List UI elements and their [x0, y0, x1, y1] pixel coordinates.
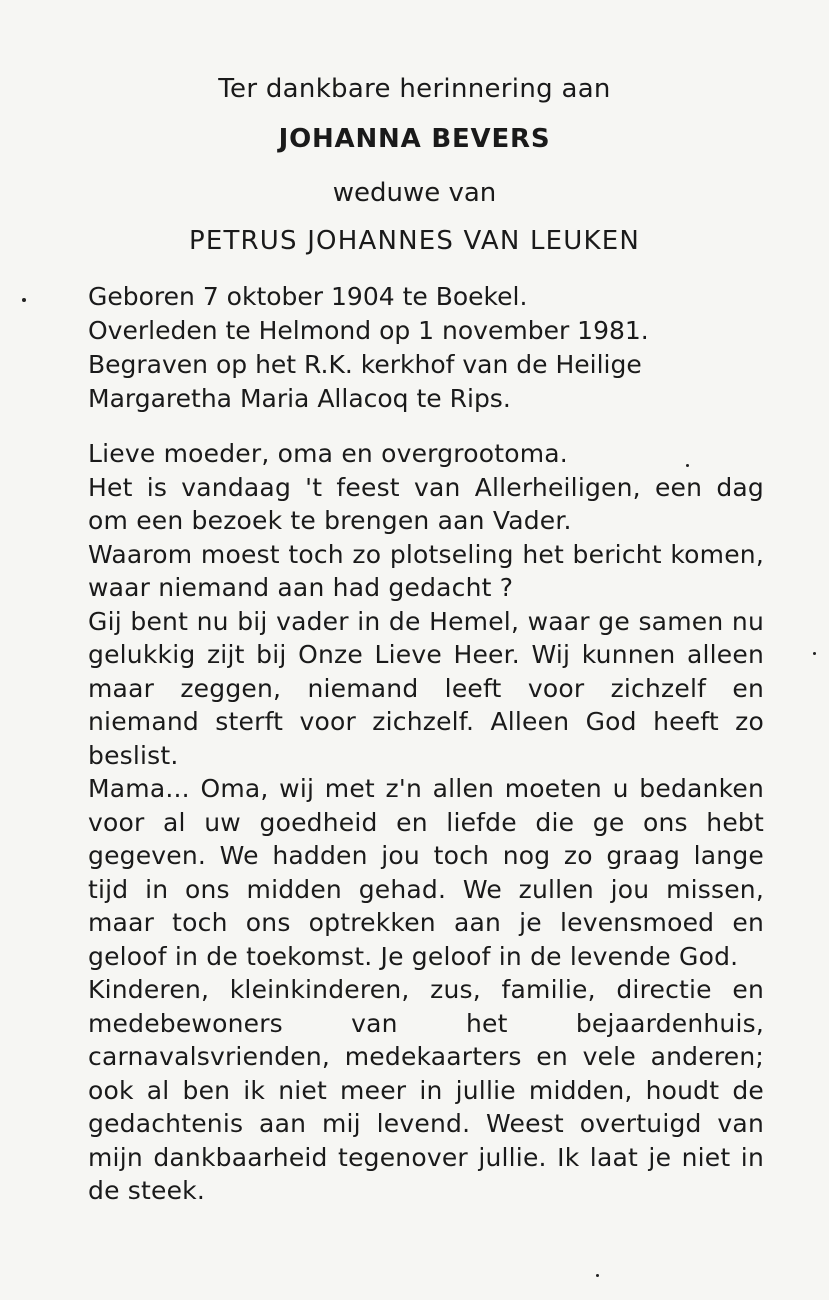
message-paragraph: Het is vandaag 't feest van Allerheiligen, een dag om een bezoek te brengen aan Vader. [88, 472, 764, 535]
message-paragraph: Mama... Oma, wij met z'n allen moeten u bedanken voor al uw goedheid en liefde die ge ons hebt gegeven. We hadden jou toch nog zo graag lange tijd in ons midden gehad. We zullen jou missen, maar toch ons optrekken aan je levensmoed en geloof in de toekomst. Je geloof in de levende God. [88, 774, 764, 971]
birth-line: Geboren 7 oktober 1904 te Boekel. [88, 282, 528, 311]
print-speck [813, 652, 816, 655]
life-facts [88, 280, 764, 416]
print-speck [22, 298, 26, 302]
message-paragraph: Gij bent nu bij vader in de Hemel, waar ge samen nu gelukkig zijt bij Onze Lieve Heer. Wij kunnen alleen maar zeggen, niemand leeft voor zichzelf en niemand sterft voor zichzelf. Alleen God heeft zo beslist. [88, 606, 764, 770]
memorial-message [88, 437, 764, 1208]
message-paragraph: Kinderen, kleinkinderen, zus, familie, directie en medebewoners van het bejaardenhuis, carnavalsvrienden, medekaarters en vele anderen; ook al ben ik niet meer in jullie midden, houdt de gedachtenis aan mij levend. Weest overtuigd van mijn dankbaarheid tegenover jullie. Ik laat je niet in de steek. [88, 975, 764, 1205]
message-paragraph: Waarom moest toch zo plotseling het bericht komen, waar niemand aan had gedacht ? [88, 539, 764, 602]
print-speck [596, 1274, 599, 1277]
widow-of-line: weduwe van [332, 178, 497, 208]
deceased-name: JOHANNA BEVERS [278, 124, 551, 154]
intro-line: Ter dankbare herinnering aan [218, 74, 611, 104]
husband-name: PETRUS JOHANNES VAN LEUKEN [188, 226, 641, 256]
message-paragraph: Lieve moeder, oma en overgrootoma. [88, 439, 568, 468]
burial-line-1: Begraven op het R.K. kerkhof van de Heilige [88, 350, 642, 379]
print-speck [686, 464, 689, 467]
death-line: Overleden te Helmond op 1 november 1981. [88, 316, 649, 345]
burial-line-2: Margaretha Maria Allacoq te Rips. [88, 384, 511, 413]
